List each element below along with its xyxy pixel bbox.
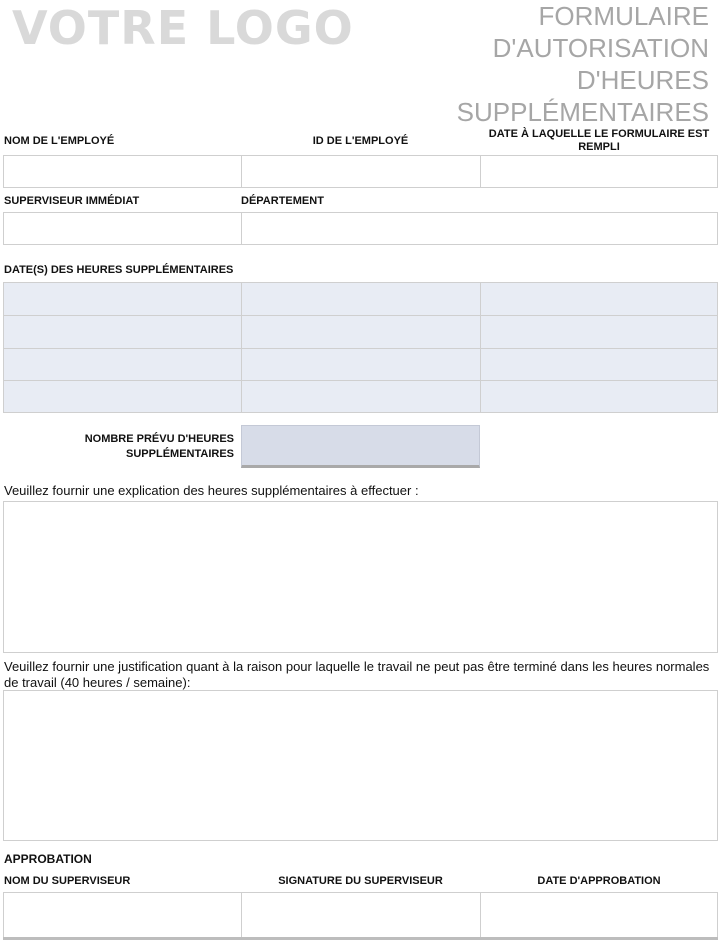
form-title-line: SUPPLÉMENTAIRES	[456, 97, 709, 127]
explanation-textarea[interactable]	[3, 501, 718, 653]
supervisor-label: SUPERVISEUR IMMÉDIAT	[4, 195, 140, 207]
department-label: DÉPARTEMENT	[241, 195, 324, 207]
overtime-date-cell[interactable]	[480, 380, 718, 413]
employee-name-label: NOM DE L'EMPLOYÉ	[4, 135, 115, 147]
overtime-date-cell[interactable]	[480, 315, 718, 349]
supervisor-name-field[interactable]	[3, 892, 242, 938]
justification-textarea[interactable]	[3, 690, 718, 841]
date-filled-field[interactable]	[480, 155, 718, 188]
bottom-rule	[3, 937, 718, 940]
supervisor-field[interactable]	[3, 212, 242, 245]
overtime-date-cell[interactable]	[241, 315, 481, 349]
overtime-date-cell[interactable]	[480, 348, 718, 382]
employee-name-field[interactable]	[3, 155, 242, 188]
supervisor-name-label: NOM DU SUPERVISEUR	[4, 875, 131, 887]
supervisor-signature-label: SIGNATURE DU SUPERVISEUR	[278, 875, 443, 887]
department-field[interactable]	[241, 212, 718, 245]
overtime-date-cell[interactable]	[480, 282, 718, 316]
overtime-date-cell[interactable]	[241, 380, 481, 413]
date-filled-label: DATE À LAQUELLE LE FORMULAIRE EST REMPLI	[488, 128, 710, 153]
overtime-dates-label: DATE(S) DES HEURES SUPPLÉMENTAIRES	[4, 264, 234, 276]
approval-heading: APPROBATION	[4, 852, 92, 866]
approval-date-label: DATE D'APPROBATION	[537, 875, 661, 887]
form-title-line: D'HEURES	[576, 65, 709, 95]
overtime-date-cell[interactable]	[3, 348, 242, 382]
supervisor-signature-field[interactable]	[241, 892, 481, 938]
overtime-date-cell[interactable]	[241, 348, 481, 382]
planned-hours-field[interactable]	[241, 425, 480, 468]
overtime-date-cell[interactable]	[3, 315, 242, 349]
logo-placeholder: VOTRE LOGO	[12, 1, 354, 55]
planned-hours-label-line: NOMBRE PRÉVU D'HEURES	[84, 433, 234, 445]
form-title	[409, 0, 709, 128]
overtime-date-cell[interactable]	[3, 282, 242, 316]
employee-id-label: ID DE L'EMPLOYÉ	[312, 135, 409, 147]
employee-id-field[interactable]	[241, 155, 481, 188]
justification-prompt: Veuillez fournir une justification quant à la raison pour laquelle le travail ne peut pas être terminé dans les heures normales de travail (40 heures / semaine):	[4, 659, 710, 690]
overtime-date-cell[interactable]	[241, 282, 481, 316]
form-title-line: FORMULAIRE	[538, 1, 709, 31]
approval-date-field[interactable]	[480, 892, 718, 938]
planned-hours-label-line: SUPPLÉMENTAIRES	[126, 448, 234, 460]
planned-hours-label	[40, 432, 234, 462]
explanation-prompt: Veuillez fournir une explication des heures supplémentaires à effectuer :	[4, 483, 419, 498]
form-title-line: D'AUTORISATION	[492, 33, 709, 63]
overtime-date-cell[interactable]	[3, 380, 242, 413]
